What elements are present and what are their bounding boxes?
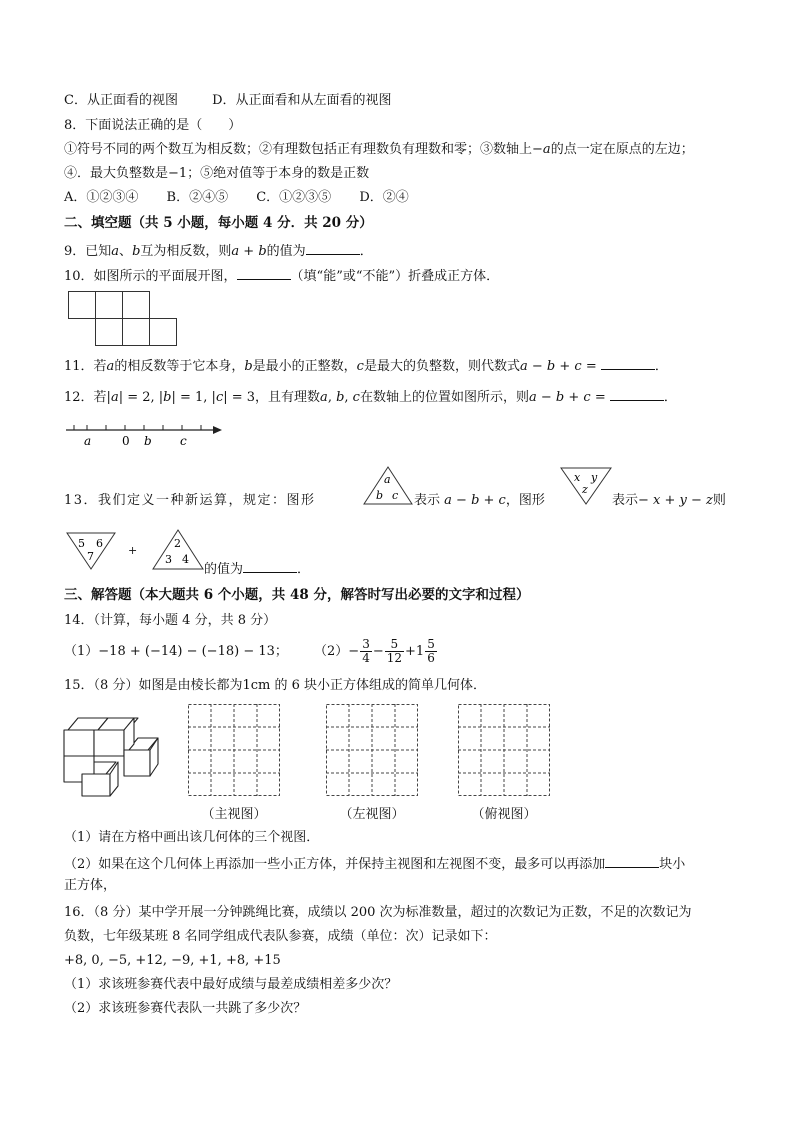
q13-text-1: 13．我们定义一种新运算，规定：图形: [64, 493, 316, 508]
svg-text:a: a: [384, 473, 391, 486]
q16-line2: 负数，七年级某班 8 名同学组成代表队参赛，成绩（单位：次）记录如下：: [64, 929, 497, 944]
svg-text:7: 7: [87, 550, 94, 563]
q11-answer-blank[interactable]: [601, 355, 655, 370]
number-line: [66, 422, 226, 450]
caption-left-view: （左视图）: [339, 807, 405, 822]
q8-stem: 8．下面说法正确的是（ ）: [64, 118, 242, 133]
cube-solid-figure: [62, 716, 162, 798]
q11: 11．若a的相反数等于它本身，b是最小的正整数，c是最大的负整数，则代数式a − b + c = ．: [64, 355, 668, 376]
q13-answer-blank[interactable]: [243, 558, 297, 573]
q14-part1: （1）−18 + (−14) − (−18) − 13；: [64, 644, 288, 659]
caption-front-view: （主视图）: [201, 807, 267, 822]
q16-sub1: （1）求该班参赛代表中最好成绩与最差成绩相差多少次？: [64, 977, 398, 992]
triangle-down-567-icon: [66, 531, 116, 571]
numberline-label-b: b: [144, 434, 152, 448]
q13-plus-sign: +: [128, 544, 138, 557]
q7-option-c: C．从正面看的视图: [64, 93, 178, 108]
q9-answer-blank[interactable]: [306, 240, 360, 255]
q8-option-d: D．②④: [359, 190, 409, 205]
q9: 9．已知a、b互为相反数，则a + b的值为 ．: [64, 240, 373, 261]
q8-var-a: a: [542, 142, 551, 157]
top-view-grid[interactable]: [458, 704, 550, 796]
q15-sub2: （2）如果在这个几何体上再添加一些小正方体，并保持主视图和左视图不变，最多可以再添加 块小: [64, 853, 685, 874]
triangle-up-definition-icon: [363, 466, 413, 506]
q16-sub2: （2）求该班参赛代表队一共跳了多少次？: [64, 1001, 307, 1016]
q13-value: 的值为 ．: [204, 558, 310, 579]
q8-option-a: A．①②③④: [64, 190, 139, 205]
svg-text:4: 4: [182, 553, 189, 566]
q15-sub1: （1）请在方格中画出该几何体的三个视图．: [64, 830, 320, 845]
q8-option-c: C．①②③⑤: [256, 190, 332, 205]
section3-title: 三、解答题（本大题共 6 个小题，共 48 分，解答时写出必要的文字和过程）: [64, 587, 530, 603]
q8-options: [64, 189, 409, 207]
q13-text-2: 表示 a − b + c，图形: [414, 493, 545, 508]
svg-text:z: z: [582, 483, 588, 496]
q8-statement-1: ①符号不同的两个数互为相反数；②有理数包括正有理数负有理数和零；③数轴上−a的点一定在原点的左边；: [64, 142, 694, 157]
q7-option-d: D．从正面看和从左面看的视图: [212, 93, 392, 108]
svg-text:6: 6: [96, 537, 103, 550]
cube-net-figure: [68, 291, 178, 347]
section2-title: 二、填空题（共 5 小题，每小题 4 分．共 20 分）: [64, 215, 373, 231]
left-view-grid[interactable]: [326, 704, 418, 796]
q10: 10．如图所示的平面展开图， （填“能”或“不能”）折叠成正方体．: [64, 265, 499, 286]
q8-statement-2: ④．最大负整数是−1；⑤绝对值等于本身的数是正数: [64, 166, 370, 181]
triangle-down-definition-icon: [560, 466, 612, 506]
q14-part2: （2）− $\frac{3}{4}$ − $\frac{5}{12}$ +1 $\frac{5}{6}$: [314, 637, 435, 665]
q13-text-3: 表示− x + y − z则: [612, 493, 726, 508]
q12: 12．若|a| = 2, |b| = 1, |c| = 3，且有理数a, b, c在数轴上的位置如图所示，则a − b + c = ．: [64, 386, 677, 407]
numberline-label-a: a: [84, 434, 92, 448]
svg-text:y: y: [591, 471, 598, 484]
q15-answer-blank[interactable]: [605, 853, 659, 868]
q14-stem: 14．（计算，每小题 4 分，共 8 分）: [64, 613, 277, 628]
q15-sub2-wrap: 正方体，: [64, 878, 117, 893]
q12-answer-blank[interactable]: [610, 386, 664, 401]
q10-answer-blank[interactable]: [237, 265, 291, 280]
numberline-label-c: c: [180, 434, 187, 448]
q15-stem: 15．（8 分）如图是由棱长都为1cm 的 6 块小正方体组成的简单几何体．: [64, 678, 486, 693]
numberline-label-0: 0: [122, 434, 130, 448]
svg-text:5: 5: [78, 537, 85, 550]
q16-line1: 16．（8 分）某中学开展一分钟跳绳比赛，成绩以 200 次为标准数量，超过的次数记为正数，不足的次数记为: [64, 905, 692, 920]
q7-options: [64, 92, 392, 110]
svg-text:c: c: [392, 489, 399, 502]
svg-text:x: x: [574, 471, 581, 484]
svg-text:2: 2: [174, 537, 181, 550]
caption-top-view: （俯视图）: [471, 807, 537, 822]
q16-data: +8, 0, −5, +12, −9, +1, +8, +15: [64, 953, 281, 968]
front-view-grid[interactable]: [188, 704, 280, 796]
svg-text:3: 3: [165, 553, 172, 566]
triangle-up-234-icon: [152, 529, 204, 571]
svg-text:b: b: [376, 489, 384, 502]
q8-option-b: B．②④⑤: [166, 190, 229, 205]
